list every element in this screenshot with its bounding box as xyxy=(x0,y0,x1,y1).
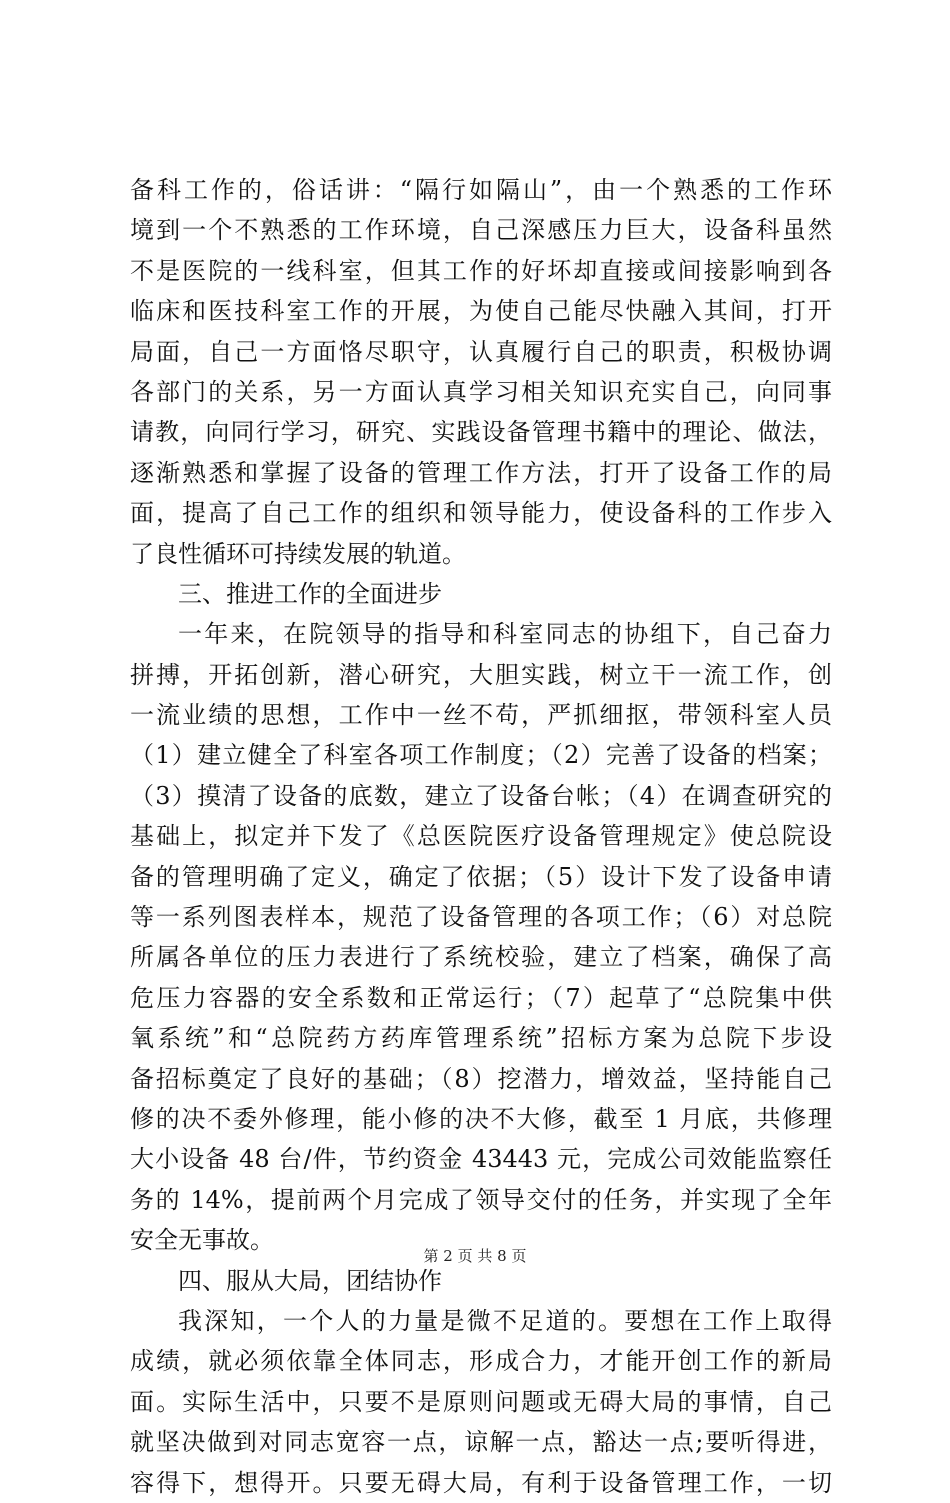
text-line: 氧系统”和“总院药方药库管理系统”招标方案为总院下步设 xyxy=(130,1024,832,1053)
text-line: 局面，自己一方面恪尽职守，认真履行自己的职责，积极协调 xyxy=(130,337,832,366)
text-line: 一流业绩的思想，工作中一丝不苟，严抓细抠，带领科室人员 xyxy=(130,701,832,730)
text-line: 面，提高了自己工作的组织和领导能力，使设备科的工作步入 xyxy=(130,499,832,528)
text-line: 修的决不委外修理，能小修的决不大修，截至 1 月底，共修理 xyxy=(130,1104,832,1133)
text-line: 危压力容器的安全系数和正常运行；（7）起草了“总院集中供 xyxy=(130,983,832,1012)
text-line: 务的 14%，提前两个月完成了领导交付的任务，并实现了全年 xyxy=(130,1185,832,1214)
text-line: 基础上，拟定并下发了《总医院医疗设备管理规定》使总院设 xyxy=(130,822,832,851)
text-line: 一年来，在院领导的指导和科室同志的协组下，自己奋力 xyxy=(178,620,832,649)
text-line: 备招标奠定了良好的基础；（8）挖潜力，增效益，坚持能自己 xyxy=(130,1064,832,1093)
text-line: 请教，向同行学习，研究、实践设备管理书籍中的理论、做法， xyxy=(130,418,832,447)
text-line: 我深知，一个人的力量是微不足道的。要想在工作上取得 xyxy=(178,1306,832,1335)
text-line: 安全无事故。 xyxy=(130,1226,274,1255)
text-line: 了良性循环可持续发展的轨道。 xyxy=(130,539,466,568)
text-line: 拼搏，开拓创新，潜心研究，大胆实践，树立干一流工作，创 xyxy=(130,660,832,689)
text-line: （3）摸清了设备的底数，建立了设备台帐；（4）在调查研究的 xyxy=(130,781,832,810)
text-line: 就坚决做到对同志宽容一点，谅解一点，豁达一点;要听得进， xyxy=(130,1428,832,1457)
text-line: 三、推进工作的全面进步 xyxy=(178,579,442,608)
text-line: 备科工作的，俗话讲：“隔行如隔山”，由一个熟悉的工作环 xyxy=(130,176,832,204)
text-line: 等一系列图表样本，规范了设备管理的各项工作；（6）对总院 xyxy=(130,903,832,932)
page-footer: 第 2 页 共 8 页 xyxy=(423,1247,527,1265)
text-line: 面。实际生活中，只要不是原则问题或无碍大局的事情，自己 xyxy=(130,1387,832,1416)
text-line: 大小设备 48 台/件，节约资金 43443 元，完成公司效能监察任 xyxy=(130,1145,832,1174)
text-line: 四、服从大局，团结协作 xyxy=(178,1266,442,1295)
text-line: 备的管理明确了定义，确定了依据；（5）设计下发了设备申请 xyxy=(130,862,832,891)
text-line: 所属各单位的压力表进行了系统校验，建立了档案，确保了高 xyxy=(130,943,832,972)
text-line: 容得下，想得开。只要无碍大局，有利于设备管理工作，一切 xyxy=(130,1468,832,1497)
text-line: （1）建立健全了科室各项工作制度；（2）完善了设备的档案； xyxy=(130,741,832,770)
text-line: 临床和医技科室工作的开展，为使自己能尽快融入其间，打开 xyxy=(130,297,832,326)
text-line: 成绩，就必须依靠全体同志，形成合力，才能开创工作的新局 xyxy=(130,1347,832,1376)
text-line: 各部门的关系，另一方面认真学习相关知识充实自己，向同事 xyxy=(130,377,832,406)
text-line: 不是医院的一线科室，但其工作的好坏却直接或间接影响到各 xyxy=(130,256,832,285)
text-line: 逐渐熟悉和掌握了设备的管理工作方法，打开了设备工作的局 xyxy=(130,458,832,487)
text-line: 境到一个不熟悉的工作环境，自己深感压力巨大，设备科虽然 xyxy=(130,216,832,245)
document-body xyxy=(130,170,832,1503)
